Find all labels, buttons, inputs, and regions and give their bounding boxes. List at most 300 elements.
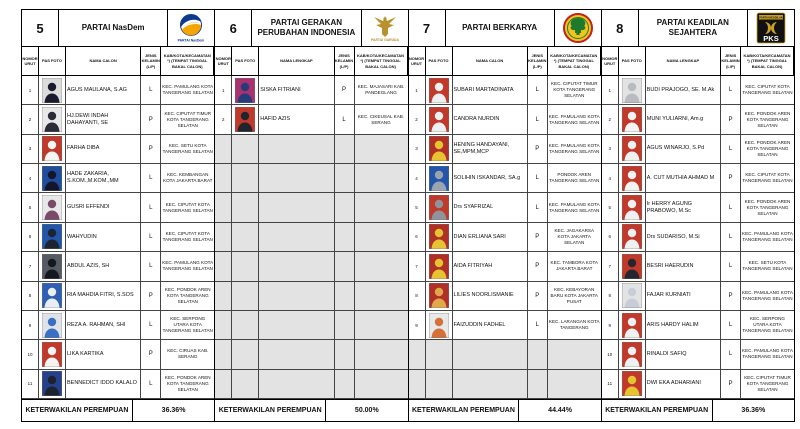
candidate-domicile: KEC. CIPUTAT KOTA TANGERANG SELATAN bbox=[161, 223, 214, 252]
party-header bbox=[409, 10, 601, 47]
candidate-number: 1 bbox=[22, 76, 39, 105]
party-panel-garuda bbox=[214, 9, 408, 422]
candidate-photo bbox=[429, 78, 449, 103]
candidate-domicile: KEC. SERPONG UTARA KOTA TANGERANG SELATAN bbox=[741, 311, 794, 340]
candidate-domicile: KEC. CIPUTAT TIMUR KOTA TANGERANG SELATAN bbox=[741, 370, 794, 399]
candidate-domicile: KEC. PAMULANG KOTA TANGERANG SELATAN bbox=[548, 105, 601, 134]
candidate-rows bbox=[215, 76, 407, 399]
candidate-domicile: KEC. CIPUTAT TIMUR KOTA TANGERANG SELATAN bbox=[161, 105, 214, 134]
candidate-row bbox=[409, 282, 601, 311]
candidate-photo bbox=[429, 283, 449, 308]
candidate-photo bbox=[42, 283, 62, 308]
empty-number-cell bbox=[215, 370, 232, 399]
candidate-photo bbox=[429, 313, 449, 338]
candidate-number: 4 bbox=[602, 164, 619, 193]
panel-footer bbox=[602, 399, 794, 421]
col-header-domisili: KAB/KOTA/KECAMATAN *) (TEMPAT TINGGAL BAKAL CALON) bbox=[355, 47, 408, 76]
candidate-photo bbox=[429, 195, 449, 220]
candidate-number: 8 bbox=[409, 282, 426, 311]
empty-name-cell bbox=[259, 370, 334, 399]
candidate-domicile: KEC. PONDOK AREN KOTA TANGERANG SELATAN bbox=[161, 282, 214, 311]
candidate-photo-cell bbox=[619, 76, 646, 105]
candidate-row bbox=[409, 252, 601, 281]
candidate-domicile: KEC. CIKEUSAL KAB. SERANG bbox=[355, 105, 408, 134]
candidate-domicile: KEC. KEMBANGAN KOTA JAKARTA BARAT bbox=[161, 164, 214, 193]
candidate-name: SOLIHIN ISKANDAR, SA.g bbox=[453, 164, 528, 193]
candidate-name: Ir HERRY AGUNG PRABOWO, M.Sc bbox=[646, 193, 721, 222]
candidate-photo bbox=[42, 78, 62, 103]
candidate-number: 8 bbox=[22, 282, 39, 311]
candidate-domicile: KEC. PONDOK AREN KOTA TANGERANG SELATAN bbox=[161, 370, 214, 399]
empty-photo-cell bbox=[232, 311, 259, 340]
empty-photo-cell bbox=[232, 135, 259, 164]
candidate-name: BENNEDICT IDDO KALALO bbox=[66, 370, 141, 399]
candidate-row bbox=[409, 76, 601, 105]
candidate-domicile: KEC. CIPUTAT TIMUR KOTA TANGERANG SELATAN bbox=[548, 76, 601, 105]
candidate-number: 4 bbox=[409, 164, 426, 193]
candidate-photo-cell bbox=[232, 105, 259, 134]
candidate-photo bbox=[42, 195, 62, 220]
candidate-domicile: KEC. PONDOK AREN KOTA TANGERANG SELATAN bbox=[741, 193, 794, 222]
candidate-name: DIAN ERLIANA SARI bbox=[453, 223, 528, 252]
candidate-row bbox=[409, 193, 601, 222]
candidate-photo bbox=[235, 107, 255, 132]
svg-text:PARTAI NasDem: PARTAI NasDem bbox=[177, 38, 205, 43]
candidate-name: LILIES NOORLISMANIE bbox=[453, 282, 528, 311]
empty-gender-cell bbox=[335, 311, 355, 340]
candidate-gender: P bbox=[528, 223, 548, 252]
panel-footer bbox=[409, 399, 601, 421]
empty-gender-cell bbox=[335, 282, 355, 311]
candidate-name: REZA A. RAHMAN, SHI bbox=[66, 311, 141, 340]
candidate-name: WAHYUDIN bbox=[66, 223, 141, 252]
candidate-gender: L bbox=[721, 193, 741, 222]
candidate-number: 11 bbox=[602, 370, 619, 399]
col-header-jenis-kelamin: JENIS KELAMIN (L/P) bbox=[141, 47, 161, 76]
empty-candidate-row bbox=[215, 340, 407, 369]
candidate-row bbox=[22, 223, 214, 252]
candidate-row bbox=[602, 252, 794, 281]
candidate-name: FAJAR KURNIATI bbox=[646, 282, 721, 311]
candidate-photo-cell bbox=[619, 105, 646, 134]
svg-text:PARTAI KEADILAN: PARTAI KEADILAN bbox=[759, 16, 783, 20]
col-header-pas-foto: PAS FOTO bbox=[426, 47, 453, 76]
candidate-number: 3 bbox=[22, 135, 39, 164]
candidate-rows bbox=[602, 76, 794, 399]
candidate-number: 9 bbox=[22, 311, 39, 340]
candidate-row bbox=[22, 164, 214, 193]
candidate-row bbox=[22, 311, 214, 340]
candidate-photo-cell bbox=[39, 135, 66, 164]
candidate-photo bbox=[622, 313, 642, 338]
candidate-number: 5 bbox=[602, 193, 619, 222]
candidate-photo bbox=[42, 107, 62, 132]
candidate-photo bbox=[429, 166, 449, 191]
empty-name-cell bbox=[453, 370, 528, 399]
candidate-row bbox=[602, 370, 794, 399]
candidate-row bbox=[22, 282, 214, 311]
candidate-photo bbox=[42, 313, 62, 338]
candidate-photo bbox=[622, 166, 642, 191]
empty-photo-cell bbox=[232, 282, 259, 311]
candidate-photo bbox=[42, 342, 62, 367]
col-header-domisili: KAB/KOTA/KECAMATAN *) (TEMPAT TINGGAL BAKAL CALON) bbox=[741, 47, 794, 76]
col-header-nomor-urut: NOMOR URUT bbox=[602, 47, 619, 76]
candidate-domicile: KEC. CIPUTAT KOTA TANGERANG SELATAN bbox=[741, 76, 794, 105]
empty-photo-cell bbox=[232, 252, 259, 281]
candidate-domicile: KEC. MAJASARI KAB. PANDEGLANG bbox=[355, 76, 408, 105]
candidate-name: LIKA KARTIKA bbox=[66, 340, 141, 369]
candidate-row bbox=[22, 105, 214, 134]
candidate-photo bbox=[622, 136, 642, 161]
empty-gender-cell bbox=[335, 370, 355, 399]
col-header-nama: NAMA CALON bbox=[453, 47, 528, 76]
candidate-photo-cell bbox=[426, 223, 453, 252]
candidate-gender: L bbox=[141, 164, 161, 193]
empty-photo-cell bbox=[426, 340, 453, 369]
candidate-name: FAIZUDDIN FADHEL bbox=[453, 311, 528, 340]
candidate-name: AIDA FITRIYAH bbox=[453, 252, 528, 281]
female-representation-value: 50.00% bbox=[354, 407, 379, 414]
candidate-name: CANDRA NURDIN bbox=[453, 105, 528, 134]
candidate-domicile: KEC. LARANGAN KOTA TANGERANG bbox=[548, 311, 601, 340]
empty-number-cell bbox=[215, 282, 232, 311]
candidate-number: 7 bbox=[602, 252, 619, 281]
empty-domicile-cell bbox=[355, 340, 408, 369]
nasdem-logo bbox=[174, 13, 208, 43]
candidate-photo bbox=[622, 371, 642, 396]
panel-footer bbox=[22, 399, 214, 421]
candidate-number: 6 bbox=[602, 223, 619, 252]
empty-number-cell bbox=[215, 252, 232, 281]
party-panel-pks bbox=[601, 9, 795, 422]
candidate-gender: P bbox=[721, 282, 741, 311]
candidate-domicile: KEC. JAGAKARSA KOTA JAKARTA SELATAN bbox=[548, 223, 601, 252]
candidate-domicile: KEC. PAMULANG KOTA TANGERANG SELATAN bbox=[161, 76, 214, 105]
candidate-photo-cell bbox=[619, 252, 646, 281]
pks-logo bbox=[756, 12, 786, 44]
candidate-name: HJ.DEWI INDAH DAHAYANTI, SE bbox=[66, 105, 141, 134]
party-name: PARTAI GERAKAN PERUBAHAN INDONESIA bbox=[257, 18, 356, 37]
candidate-row bbox=[22, 370, 214, 399]
empty-candidate-row bbox=[215, 223, 407, 252]
candidate-photo-cell bbox=[39, 76, 66, 105]
candidate-name: BUDI PRAJOGO, SE. M.Ak bbox=[646, 76, 721, 105]
candidate-gender: L bbox=[141, 193, 161, 222]
candidate-domicile: KEC. PAMULANG KOTA TANGERANG SELATAN bbox=[741, 340, 794, 369]
empty-candidate-row bbox=[409, 340, 601, 369]
candidate-photo-cell bbox=[619, 135, 646, 164]
candidate-row bbox=[215, 76, 407, 105]
candidate-row bbox=[409, 164, 601, 193]
candidate-number: 3 bbox=[602, 135, 619, 164]
svg-text:PARTAI GARUDA: PARTAI GARUDA bbox=[370, 38, 399, 42]
col-header-domisili: KAB/KOTA/KECAMATAN *) (TEMPAT TINGGAL BAKAL CALON) bbox=[161, 47, 214, 76]
candidate-gender: P bbox=[528, 252, 548, 281]
candidate-row bbox=[409, 105, 601, 134]
candidate-number: 6 bbox=[409, 223, 426, 252]
candidate-row bbox=[22, 135, 214, 164]
column-header-row bbox=[22, 47, 214, 76]
candidate-photo bbox=[622, 342, 642, 367]
candidate-photo-cell bbox=[426, 164, 453, 193]
candidate-gender: L bbox=[721, 223, 741, 252]
empty-domicile-cell bbox=[355, 193, 408, 222]
candidate-photo-cell bbox=[619, 311, 646, 340]
candidate-name: HADE ZAKARIA, S.KOM.,M.KOM.,MM bbox=[66, 164, 141, 193]
candidate-gender: P bbox=[335, 76, 355, 105]
empty-photo-cell bbox=[426, 370, 453, 399]
candidate-photo-cell bbox=[619, 370, 646, 399]
empty-gender-cell bbox=[528, 370, 548, 399]
female-representation-label: KETERWAKILAN PEREMPUAN bbox=[22, 400, 133, 421]
col-header-nama: NAMA CALON bbox=[66, 47, 141, 76]
party-panel-berkarya bbox=[408, 9, 602, 422]
candidate-photo bbox=[429, 107, 449, 132]
candidate-gender: L bbox=[335, 105, 355, 134]
candidate-photo bbox=[42, 224, 62, 249]
candidate-photo bbox=[622, 254, 642, 279]
empty-candidate-row bbox=[215, 370, 407, 399]
candidate-number: 10 bbox=[602, 340, 619, 369]
candidate-domicile: KEC. SETU KOTA TANGERANG SELATAN bbox=[741, 252, 794, 281]
empty-photo-cell bbox=[232, 223, 259, 252]
candidate-photo-cell bbox=[39, 252, 66, 281]
garuda-logo bbox=[366, 13, 404, 43]
candidate-number: 2 bbox=[22, 105, 39, 134]
candidate-domicile: KEC. PAMULANG KOTA TANGERANG SELATAN bbox=[548, 193, 601, 222]
candidate-photo bbox=[42, 136, 62, 161]
candidate-domicile: KEC. CIRUAS KAB. SERANG bbox=[161, 340, 214, 369]
col-header-pas-foto: PAS FOTO bbox=[619, 47, 646, 76]
empty-photo-cell bbox=[232, 193, 259, 222]
empty-domicile-cell bbox=[355, 135, 408, 164]
candidate-name: BESRI HAERUDIN bbox=[646, 252, 721, 281]
candidate-photo-cell bbox=[39, 105, 66, 134]
candidate-gender: P bbox=[141, 105, 161, 134]
candidate-number: 10 bbox=[22, 340, 39, 369]
candidate-number: 5 bbox=[22, 193, 39, 222]
candidate-name: SUBARI MARTADINATA bbox=[453, 76, 528, 105]
empty-gender-cell bbox=[335, 252, 355, 281]
empty-name-cell bbox=[259, 223, 334, 252]
empty-gender-cell bbox=[335, 164, 355, 193]
candidate-photo-cell bbox=[619, 164, 646, 193]
empty-gender-cell bbox=[335, 135, 355, 164]
candidate-row bbox=[602, 282, 794, 311]
candidate-number: 3 bbox=[409, 135, 426, 164]
candidate-row bbox=[409, 135, 601, 164]
column-header-row bbox=[215, 47, 407, 76]
candidate-gender: L bbox=[141, 311, 161, 340]
col-header-nama: NAMA LENGKAP bbox=[646, 47, 721, 76]
candidate-gender: L bbox=[721, 76, 741, 105]
col-header-jenis-kelamin: JENIS KELAMIN (L/P) bbox=[528, 47, 548, 76]
candidate-row bbox=[22, 340, 214, 369]
empty-name-cell bbox=[259, 340, 334, 369]
col-header-nama: NAMA LENGKAP bbox=[259, 47, 334, 76]
candidate-photo bbox=[622, 78, 642, 103]
female-representation-value: 36.36% bbox=[161, 407, 186, 414]
empty-domicile-cell bbox=[355, 164, 408, 193]
candidate-name: Drs SUDARISO, M.Si bbox=[646, 223, 721, 252]
empty-number-cell bbox=[215, 193, 232, 222]
party-name: PARTAI KEADILAN SEJAHTERA bbox=[656, 18, 729, 37]
candidate-number: 2 bbox=[215, 105, 232, 134]
col-header-domisili: KAB/KOTA/KECAMATAN *) (TEMPAT TINGGAL BAKAL CALON) bbox=[548, 47, 601, 76]
candidate-domicile: KEC. PONDOK AREN KOTA TANGERANG SELATAN bbox=[741, 105, 794, 134]
candidate-row bbox=[409, 311, 601, 340]
candidate-number: 2 bbox=[602, 105, 619, 134]
candidate-rows bbox=[409, 76, 601, 399]
empty-candidate-row bbox=[215, 135, 407, 164]
empty-name-cell bbox=[259, 135, 334, 164]
empty-name-cell bbox=[259, 164, 334, 193]
candidate-gender: L bbox=[528, 105, 548, 134]
candidate-photo bbox=[42, 371, 62, 396]
empty-number-cell bbox=[215, 223, 232, 252]
candidate-row bbox=[602, 223, 794, 252]
candidate-photo-cell bbox=[39, 370, 66, 399]
empty-candidate-row bbox=[215, 282, 407, 311]
empty-candidate-row bbox=[215, 252, 407, 281]
candidate-row bbox=[22, 252, 214, 281]
empty-number-cell bbox=[215, 340, 232, 369]
empty-domicile-cell bbox=[355, 311, 408, 340]
empty-gender-cell bbox=[335, 340, 355, 369]
candidate-photo bbox=[429, 136, 449, 161]
party-header bbox=[602, 10, 794, 47]
candidate-domicile: KEC. CIPUTAT KOTA TANGERANG SELATAN bbox=[741, 164, 794, 193]
candidate-photo-cell bbox=[39, 282, 66, 311]
female-representation-label: KETERWAKILAN PEREMPUAN bbox=[409, 400, 520, 421]
candidate-photo-cell bbox=[426, 105, 453, 134]
candidate-domicile: KEC. SERPONG UTARA KOTA TANGERANG SELATAN bbox=[161, 311, 214, 340]
empty-photo-cell bbox=[232, 340, 259, 369]
empty-domicile-cell bbox=[548, 370, 601, 399]
candidate-name: RINALDI SAFIQ bbox=[646, 340, 721, 369]
candidate-gender: L bbox=[528, 193, 548, 222]
candidate-photo-cell bbox=[426, 193, 453, 222]
candidate-gender: L bbox=[528, 164, 548, 193]
candidate-domicile: PONDOK AREN TANGERANG SELATAN bbox=[548, 164, 601, 193]
candidate-photo bbox=[622, 107, 642, 132]
party-number: 7 bbox=[409, 10, 446, 46]
candidate-name: A. CUT MUTHIA AHMAD M bbox=[646, 164, 721, 193]
empty-photo-cell bbox=[232, 164, 259, 193]
candidate-row bbox=[602, 193, 794, 222]
female-representation-label: KETERWAKILAN PEREMPUAN bbox=[215, 400, 326, 421]
candidate-photo-cell bbox=[619, 282, 646, 311]
candidate-photo-cell bbox=[426, 135, 453, 164]
empty-name-cell bbox=[259, 282, 334, 311]
female-representation-value: 44.44% bbox=[548, 407, 572, 414]
candidate-photo-cell bbox=[619, 223, 646, 252]
candidate-number: 7 bbox=[22, 252, 39, 281]
candidate-photo-cell bbox=[39, 164, 66, 193]
candidate-row bbox=[602, 311, 794, 340]
candidate-number: 7 bbox=[409, 252, 426, 281]
empty-domicile-cell bbox=[355, 370, 408, 399]
candidate-name: AGUS MAULANA, S.AG bbox=[66, 76, 141, 105]
berkarya-logo bbox=[562, 12, 594, 44]
party-number: 6 bbox=[215, 10, 252, 46]
candidate-domicile: KEC. TAMBORA KOTA JAKARTA BARAT bbox=[548, 252, 601, 281]
party-number: 8 bbox=[602, 10, 639, 46]
candidate-photo-cell bbox=[39, 311, 66, 340]
candidate-gender: P bbox=[528, 282, 548, 311]
candidate-name: AGUS WINARJO, S.Pd bbox=[646, 135, 721, 164]
col-header-nomor-urut: NOMOR URUT bbox=[409, 47, 426, 76]
candidate-gender: L bbox=[141, 223, 161, 252]
empty-domicile-cell bbox=[355, 223, 408, 252]
candidate-number: 2 bbox=[409, 105, 426, 134]
candidate-photo-cell bbox=[39, 223, 66, 252]
candidate-gender: L bbox=[141, 252, 161, 281]
empty-gender-cell bbox=[335, 223, 355, 252]
candidate-name: ARIS HARDY HALIM bbox=[646, 311, 721, 340]
empty-number-cell bbox=[215, 135, 232, 164]
candidate-photo-cell bbox=[426, 76, 453, 105]
empty-number-cell bbox=[409, 370, 426, 399]
candidate-gender: L bbox=[141, 76, 161, 105]
candidate-gender: L bbox=[721, 252, 741, 281]
col-header-nomor-urut: NOMOR URUT bbox=[215, 47, 232, 76]
party-logo bbox=[167, 10, 214, 46]
candidate-rows bbox=[22, 76, 214, 399]
empty-number-cell bbox=[215, 164, 232, 193]
candidate-name: MUNI YULIARNI, Am.g bbox=[646, 105, 721, 134]
party-header bbox=[215, 10, 407, 47]
candidate-photo bbox=[429, 224, 449, 249]
empty-name-cell bbox=[259, 252, 334, 281]
candidate-number: 6 bbox=[22, 223, 39, 252]
candidate-gender: P bbox=[141, 135, 161, 164]
candidate-number: 1 bbox=[409, 76, 426, 105]
empty-domicile-cell bbox=[355, 252, 408, 281]
candidate-number: 9 bbox=[409, 311, 426, 340]
col-header-pas-foto: PAS FOTO bbox=[39, 47, 66, 76]
empty-candidate-row bbox=[409, 370, 601, 399]
panel-footer bbox=[215, 399, 407, 421]
candidate-name: DWI EKA ADHARIANI bbox=[646, 370, 721, 399]
candidate-photo bbox=[429, 254, 449, 279]
candidate-name: GUSRI EFFENDI bbox=[66, 193, 141, 222]
empty-candidate-row bbox=[215, 311, 407, 340]
candidate-row bbox=[215, 105, 407, 134]
candidate-domicile: KEC. PAMULANG KOTA TANGERANG SELATAN bbox=[741, 223, 794, 252]
candidate-row bbox=[602, 76, 794, 105]
candidate-number: 1 bbox=[215, 76, 232, 105]
candidate-photo-cell bbox=[619, 193, 646, 222]
candidate-number: 1 bbox=[602, 76, 619, 105]
party-number: 5 bbox=[22, 10, 59, 46]
candidate-name: ABDUL AZIS, SH bbox=[66, 252, 141, 281]
candidate-gender: L bbox=[721, 135, 741, 164]
candidate-photo-cell bbox=[39, 193, 66, 222]
candidate-name: HAFID AZIS bbox=[259, 105, 334, 134]
candidate-photo bbox=[622, 195, 642, 220]
female-representation-label: KETERWAKILAN PEREMPUAN bbox=[602, 400, 713, 421]
candidate-row bbox=[409, 223, 601, 252]
empty-gender-cell bbox=[335, 193, 355, 222]
candidate-gender: L bbox=[721, 340, 741, 369]
candidate-row bbox=[602, 164, 794, 193]
candidate-row bbox=[602, 340, 794, 369]
candidate-gender: L bbox=[141, 370, 161, 399]
empty-name-cell bbox=[259, 311, 334, 340]
empty-photo-cell bbox=[232, 370, 259, 399]
